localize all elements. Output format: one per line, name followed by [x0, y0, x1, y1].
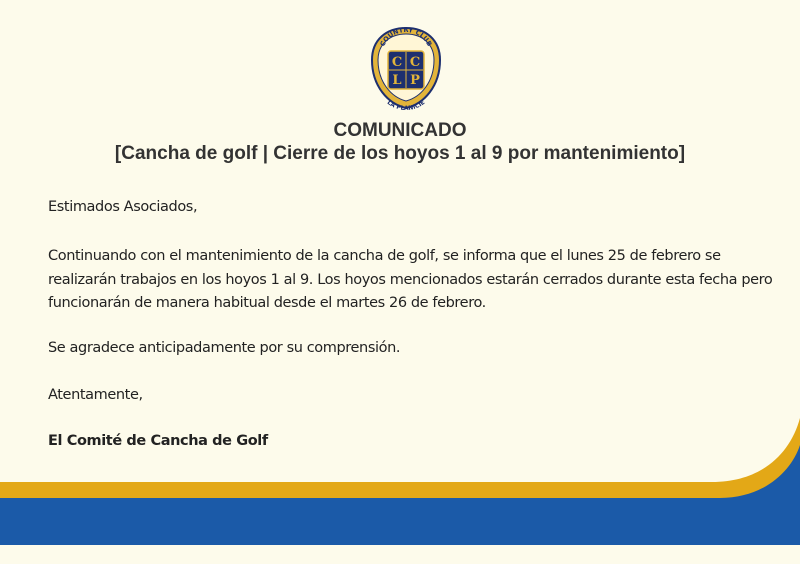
main-paragraph: Continuando con el mantenimiento de la cancha de golf, se informa que el lunes 25 de febrero se realizarán trabajos en los hoyos 1 al 9. Los hoyos mencionados estarán cerrados durante esta fecha pero funcionarán de manera habitual desde el martes 26 de febrero.	[48, 248, 773, 311]
page-title: COMUNICADO	[333, 120, 467, 141]
logo-bottom-text: LA PLANICIE	[385, 99, 427, 110]
signature-text: El Comité de Cancha de Golf	[48, 433, 268, 449]
closing-text: Atentamente,	[48, 387, 143, 403]
logo-letter-1: C	[391, 55, 403, 70]
logo-top-text: COUNTRY CLUB	[378, 26, 434, 48]
footer-bottom-strip	[0, 545, 800, 564]
logo-letter-2: C	[409, 55, 421, 70]
logo-letter-4: P	[410, 73, 420, 88]
thanks-text: Se agradece anticipadamente por su comprensión.	[48, 340, 401, 356]
footer-gold-stripe	[0, 418, 800, 510]
greeting-text: Estimados Asociados,	[48, 199, 198, 215]
logo-letter-3: L	[392, 73, 402, 88]
page-subtitle: [Cancha de golf | Cierre de los hoyos 1 al 9 por mantenimiento]	[114, 143, 686, 164]
